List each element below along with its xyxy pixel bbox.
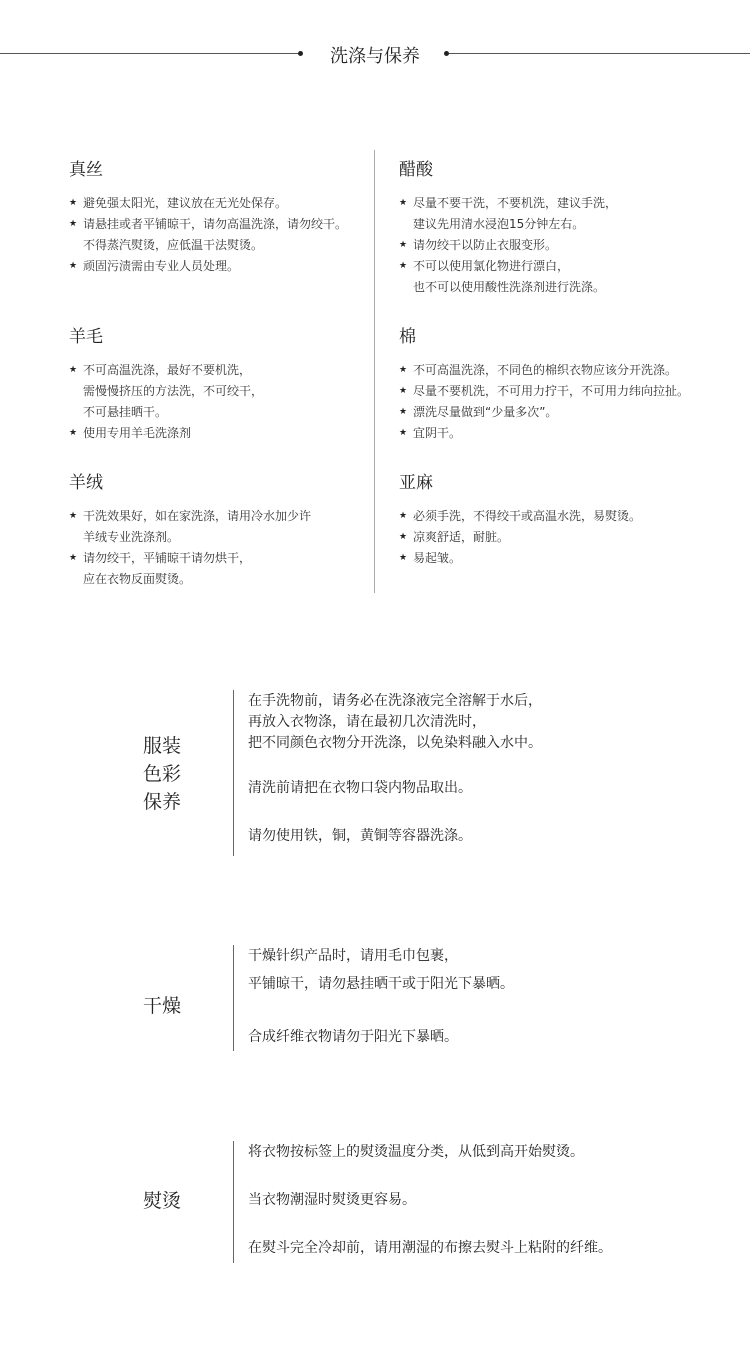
star-icon: ★ xyxy=(69,365,78,375)
care-item: ★ 尽量不要机洗，不可用力拧干，不可用力纬向拉扯。 xyxy=(399,381,689,402)
fabric-silk xyxy=(69,159,347,277)
star-icon: ★ xyxy=(399,407,408,417)
care-item: ★ 不可高温洗涤，最好不要机洗， 需慢慢挤压的方法洗，不可绞干， 不可悬挂晒干。 xyxy=(69,360,263,423)
care-section-label: 熨烫 xyxy=(142,1190,181,1212)
care-item: ★ 避免强太阳光，建议放在无光处保存。 xyxy=(69,193,347,214)
star-icon: ★ xyxy=(69,511,78,521)
care-item: ★ 宜阴干。 xyxy=(399,423,689,444)
star-icon: ★ xyxy=(399,428,408,438)
fabric-wool xyxy=(69,326,263,444)
care-section-label: 服装 色彩 保养 xyxy=(142,735,181,813)
care-item: ★ 漂洗尽量做到“少量多次”。 xyxy=(399,402,689,423)
care-item: ★ 不可高温洗涤，不同色的棉织衣物应该分开洗涤。 xyxy=(399,360,689,381)
care-paragraph: 在手洗物前，请务必在洗涤液完全溶解于水后， 再放入衣物涤，请在最初几次清洗时， 把不同颜色衣物分开洗涤，以免染料融入水中。 xyxy=(248,693,542,751)
care-section-color xyxy=(0,690,750,860)
fabric-name: 醋酸 xyxy=(399,160,433,180)
care-item: ★ 使用专用羊毛洗涤剂 xyxy=(69,423,263,444)
star-icon: ★ xyxy=(399,553,408,563)
care-item: ★ 请勿绞干以防止衣服变形。 xyxy=(399,235,617,256)
star-icon: ★ xyxy=(399,386,408,396)
care-paragraph: 清洗前请把在衣物口袋内物品取出。 xyxy=(248,780,472,796)
star-icon: ★ xyxy=(69,553,78,563)
star-icon: ★ xyxy=(69,198,78,208)
care-paragraph: 请勿使用铁，铜，黄铜等容器洗涤。 xyxy=(248,828,472,844)
title-rule-right xyxy=(449,53,750,54)
star-icon: ★ xyxy=(69,261,78,271)
fabric-name: 羊绒 xyxy=(69,473,103,493)
fabric-cotton xyxy=(399,326,689,444)
title-rule-left xyxy=(0,53,298,54)
care-paragraph: 当衣物潮湿时熨烫更容易。 xyxy=(248,1192,416,1208)
section-divider xyxy=(233,1141,234,1263)
section-divider xyxy=(233,945,234,1051)
care-paragraph: 干燥针织产品时，请用毛巾包裹， xyxy=(248,948,458,964)
star-icon: ★ xyxy=(399,198,408,208)
care-item: ★ 尽量不要干洗，不要机洗，建议手洗， 建议先用清水浸泡15分钟左右。 xyxy=(399,193,617,235)
fabric-name: 亚麻 xyxy=(399,473,433,493)
fabric-acetate xyxy=(399,159,617,298)
title-dot-left xyxy=(298,51,303,56)
care-section-ironing xyxy=(0,1141,750,1266)
fabric-name: 真丝 xyxy=(69,160,103,180)
care-paragraph: 平铺晾干，请勿悬挂晒干或于阳光下暴晒。 xyxy=(248,976,514,992)
star-icon: ★ xyxy=(399,511,408,521)
care-section-label: 干燥 xyxy=(142,995,181,1017)
section-title xyxy=(0,42,750,66)
star-icon: ★ xyxy=(399,240,408,250)
star-icon: ★ xyxy=(399,365,408,375)
care-section-drying xyxy=(0,945,750,1055)
care-paragraph: 将衣物按标签上的熨烫温度分类，从低到高开始熨烫。 xyxy=(248,1144,584,1160)
star-icon: ★ xyxy=(69,219,78,229)
care-item: ★ 必须手洗，不得绞干或高温水洗，易熨烫。 xyxy=(399,506,641,527)
care-item: ★ 顽固污渍需由专业人员处理。 xyxy=(69,256,347,277)
fabric-name: 棉 xyxy=(399,327,416,347)
care-paragraph: 在熨斗完全冷却前，请用潮湿的布擦去熨斗上粘附的纤维。 xyxy=(248,1240,612,1256)
fabric-name: 羊毛 xyxy=(69,327,103,347)
star-icon: ★ xyxy=(399,261,408,271)
page-title: 洗涤与保养 xyxy=(330,46,420,67)
care-item: ★ 易起皱。 xyxy=(399,548,641,569)
fabric-linen xyxy=(399,472,641,569)
star-icon: ★ xyxy=(69,428,78,438)
care-item: ★ 凉爽舒适，耐脏。 xyxy=(399,527,641,548)
care-item: ★ 干洗效果好，如在家洗涤，请用冷水加少许 羊绒专业洗涤剂。 xyxy=(69,506,311,548)
section-divider xyxy=(233,690,234,856)
care-paragraph: 合成纤维衣物请勿于阳光下暴晒。 xyxy=(248,1029,458,1045)
fabric-care-grid xyxy=(0,150,750,595)
care-item: ★ 请勿绞干，平铺晾干请勿烘干， 应在衣物反面熨烫。 xyxy=(69,548,311,590)
star-icon: ★ xyxy=(399,532,408,542)
column-divider xyxy=(374,150,375,593)
care-item: ★ 请悬挂或者平铺晾干，请勿高温洗涤，请勿绞干。 不得蒸汽熨烫，应低温干法熨烫。 xyxy=(69,214,347,256)
care-item: ★ 不可以使用氯化物进行漂白， 也不可以使用酸性洗涤剂进行洗涤。 xyxy=(399,256,617,298)
fabric-cashmere xyxy=(69,472,311,590)
